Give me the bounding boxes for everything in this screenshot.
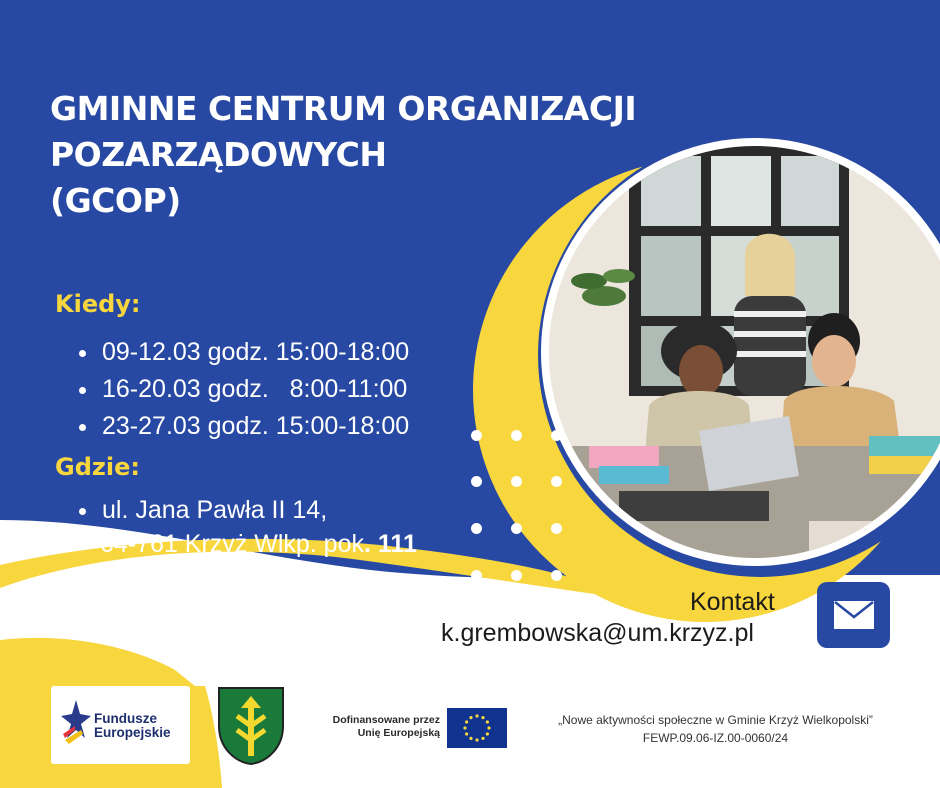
project-code: FEWP.09.06-IZ.00-0060/24 xyxy=(642,731,789,745)
eu-funding-line-2: Unię Europejską xyxy=(357,727,440,739)
decor-dot xyxy=(511,523,522,534)
when-item-3: 23-27.03 godz. 15:00-18:00 xyxy=(74,408,409,445)
decor-dot xyxy=(471,476,482,487)
decor-dot xyxy=(551,430,562,441)
when-item-1: 09-12.03 godz. 15:00-18:00 xyxy=(74,334,409,371)
address-street: ul. Jana Pawła II 14, xyxy=(74,492,327,529)
decor-dot xyxy=(551,570,562,581)
address-city xyxy=(100,530,417,559)
fe-logo-line-2: Europejskie xyxy=(94,725,171,740)
eu-funding-text xyxy=(315,714,440,740)
when-item-2: 16-20.03 godz. 8:00-11:00 xyxy=(74,371,409,408)
fe-logo-text xyxy=(94,712,171,740)
eu-funding-line-1: Dofinansowane przez xyxy=(332,714,440,726)
team-photo xyxy=(549,146,940,558)
municipal-crest-icon xyxy=(217,686,285,766)
decor-dot xyxy=(471,523,482,534)
where-label: Gdzie: xyxy=(55,453,140,481)
decor-dot xyxy=(471,570,482,581)
decor-dot xyxy=(471,430,482,441)
address-room: . 111 xyxy=(364,530,417,558)
contact-label: Kontakt xyxy=(690,588,775,616)
team-photo-illustration xyxy=(549,146,940,558)
fe-logo-line-1: Fundusze xyxy=(94,711,157,726)
decor-dot xyxy=(511,430,522,441)
fundusze-europejskie-logo xyxy=(51,686,190,764)
page-title xyxy=(50,86,636,224)
decor-dot xyxy=(511,476,522,487)
envelope-icon xyxy=(833,600,875,630)
project-name: „Nowe aktywności społeczne w Gminie Krzyż Wielkopolski” xyxy=(558,713,873,727)
decor-dot xyxy=(551,476,562,487)
when-label: Kiedy: xyxy=(55,290,141,318)
eu-flag-icon xyxy=(447,708,507,748)
when-list xyxy=(74,334,409,445)
decor-dot xyxy=(511,570,522,581)
contact-email[interactable]: k.grembowska@um.krzyz.pl xyxy=(441,619,754,647)
title-line-1: GMINNE CENTRUM ORGANIZACJI xyxy=(50,89,637,128)
email-button[interactable] xyxy=(817,582,890,648)
address-city-text: 64-761 Krzyż Wlkp. pok xyxy=(100,530,364,558)
title-line-3: (GCOP) xyxy=(50,181,181,220)
fe-star-icon xyxy=(61,700,91,746)
where-list xyxy=(74,492,327,529)
title-line-2: POZARZĄDOWYCH xyxy=(50,135,387,174)
decor-dot xyxy=(551,523,562,534)
